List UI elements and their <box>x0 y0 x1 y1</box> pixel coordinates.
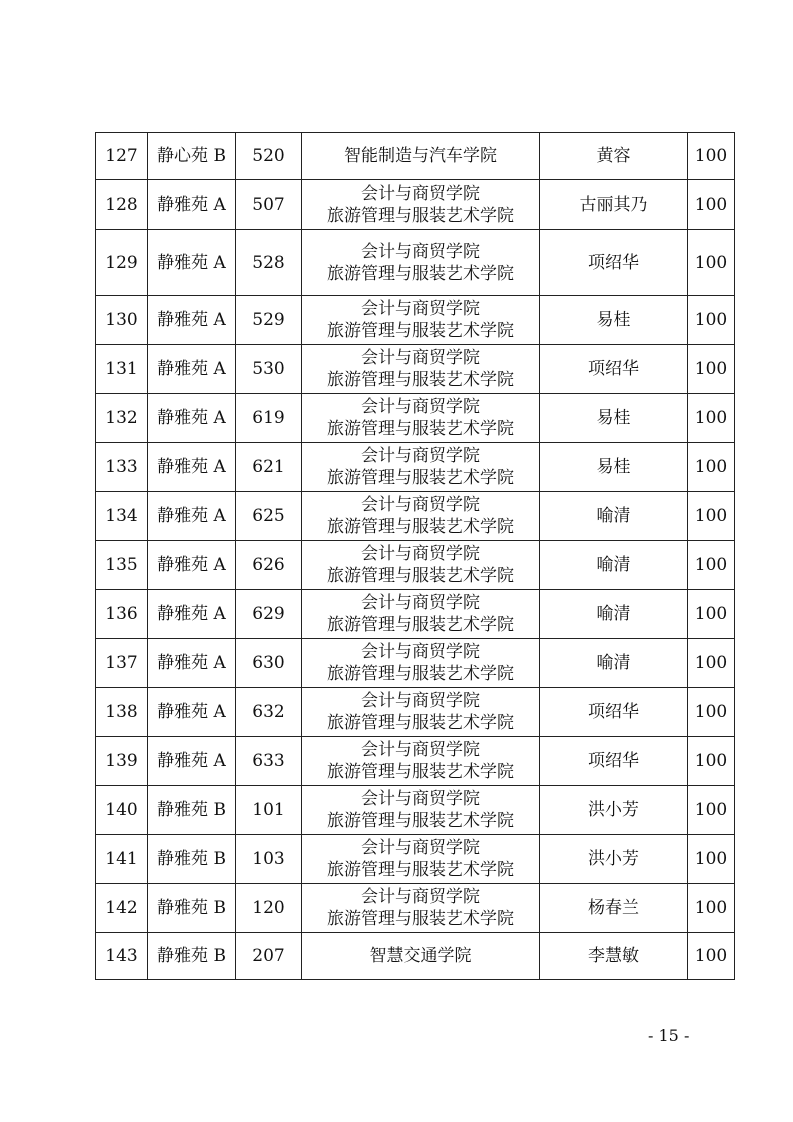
table-row <box>96 541 735 590</box>
college-line: 会计与商贸学院 <box>361 299 480 319</box>
college-line: 旅游管理与服装艺术学院 <box>327 811 514 831</box>
college-cell <box>302 933 540 980</box>
room-cell: 625 <box>236 492 302 541</box>
name-cell: 易桂 <box>540 394 688 443</box>
score-cell: 100 <box>688 296 735 345</box>
college-cell <box>302 786 540 835</box>
college-line: 会计与商贸学院 <box>361 544 480 564</box>
building-cell: 静雅苑 A <box>148 590 236 639</box>
name-cell: 喻清 <box>540 639 688 688</box>
college-line: 旅游管理与服装艺术学院 <box>327 419 514 439</box>
row-number-cell: 132 <box>96 394 148 443</box>
row-number-cell: 137 <box>96 639 148 688</box>
building-cell: 静雅苑 B <box>148 786 236 835</box>
score-cell: 100 <box>688 541 735 590</box>
table-row <box>96 835 735 884</box>
building-cell: 静雅苑 A <box>148 639 236 688</box>
table-row <box>96 786 735 835</box>
name-cell: 古丽其乃 <box>540 180 688 230</box>
college-line: 旅游管理与服装艺术学院 <box>327 517 514 537</box>
score-cell: 100 <box>688 492 735 541</box>
building-cell: 静雅苑 A <box>148 296 236 345</box>
name-cell: 易桂 <box>540 296 688 345</box>
room-cell: 507 <box>236 180 302 230</box>
room-cell: 632 <box>236 688 302 737</box>
college-line: 会计与商贸学院 <box>361 397 480 417</box>
name-cell: 喻清 <box>540 492 688 541</box>
score-cell: 100 <box>688 639 735 688</box>
room-cell: 120 <box>236 884 302 933</box>
name-cell: 项绍华 <box>540 737 688 786</box>
building-cell: 静雅苑 A <box>148 443 236 492</box>
college-cell <box>302 394 540 443</box>
score-cell: 100 <box>688 933 735 980</box>
score-cell: 100 <box>688 688 735 737</box>
room-cell: 633 <box>236 737 302 786</box>
room-cell: 619 <box>236 394 302 443</box>
name-cell: 项绍华 <box>540 230 688 296</box>
row-number-cell: 127 <box>96 133 148 180</box>
name-cell: 洪小芳 <box>540 786 688 835</box>
college-line: 会计与商贸学院 <box>361 241 480 262</box>
building-cell: 静雅苑 A <box>148 737 236 786</box>
college-cell <box>302 180 540 230</box>
table-row <box>96 133 735 180</box>
room-cell: 529 <box>236 296 302 345</box>
college-line: 旅游管理与服装艺术学院 <box>327 566 514 586</box>
college-line: 旅游管理与服装艺术学院 <box>327 664 514 684</box>
row-number-cell: 131 <box>96 345 148 394</box>
college-line: 旅游管理与服装艺术学院 <box>327 205 514 226</box>
college-cell <box>302 590 540 639</box>
table-row <box>96 296 735 345</box>
row-number-cell: 139 <box>96 737 148 786</box>
college-cell <box>302 133 540 180</box>
building-cell: 静雅苑 A <box>148 541 236 590</box>
table-row <box>96 230 735 296</box>
room-cell: 528 <box>236 230 302 296</box>
building-cell: 静雅苑 A <box>148 688 236 737</box>
row-number-cell: 135 <box>96 541 148 590</box>
score-cell: 100 <box>688 786 735 835</box>
table-row <box>96 394 735 443</box>
score-cell: 100 <box>688 394 735 443</box>
college-cell <box>302 639 540 688</box>
page-number: - 15 - <box>648 1026 690 1045</box>
college-cell <box>302 737 540 786</box>
college-cell <box>302 688 540 737</box>
room-cell: 626 <box>236 541 302 590</box>
building-cell: 静雅苑 B <box>148 933 236 980</box>
row-number-cell: 129 <box>96 230 148 296</box>
name-cell: 喻清 <box>540 541 688 590</box>
college-cell <box>302 230 540 296</box>
college-cell <box>302 835 540 884</box>
college-line: 旅游管理与服装艺术学院 <box>327 370 514 390</box>
room-cell: 621 <box>236 443 302 492</box>
college-line: 旅游管理与服装艺术学院 <box>327 321 514 341</box>
building-cell: 静雅苑 B <box>148 884 236 933</box>
room-cell: 101 <box>236 786 302 835</box>
name-cell: 李慧敏 <box>540 933 688 980</box>
row-number-cell: 133 <box>96 443 148 492</box>
room-cell: 630 <box>236 639 302 688</box>
table-row <box>96 180 735 230</box>
college-line: 智能制造与汽车学院 <box>344 146 497 166</box>
building-cell: 静雅苑 A <box>148 394 236 443</box>
name-cell: 喻清 <box>540 590 688 639</box>
college-line: 旅游管理与服装艺术学院 <box>327 615 514 635</box>
score-cell: 100 <box>688 230 735 296</box>
score-cell: 100 <box>688 133 735 180</box>
college-cell <box>302 884 540 933</box>
college-cell <box>302 541 540 590</box>
college-cell <box>302 296 540 345</box>
building-cell: 静心苑 B <box>148 133 236 180</box>
college-line: 会计与商贸学院 <box>361 838 480 858</box>
room-cell: 530 <box>236 345 302 394</box>
room-cell: 629 <box>236 590 302 639</box>
dormitory-score-table <box>95 132 735 980</box>
college-line: 会计与商贸学院 <box>361 789 480 809</box>
building-cell: 静雅苑 B <box>148 835 236 884</box>
score-cell: 100 <box>688 737 735 786</box>
building-cell: 静雅苑 A <box>148 230 236 296</box>
college-line: 会计与商贸学院 <box>361 348 480 368</box>
college-line: 会计与商贸学院 <box>361 691 480 711</box>
college-line: 会计与商贸学院 <box>361 740 480 760</box>
name-cell: 杨春兰 <box>540 884 688 933</box>
row-number-cell: 140 <box>96 786 148 835</box>
name-cell: 洪小芳 <box>540 835 688 884</box>
building-cell: 静雅苑 A <box>148 492 236 541</box>
building-cell: 静雅苑 A <box>148 180 236 230</box>
table-row <box>96 639 735 688</box>
college-line: 智慧交通学院 <box>369 946 472 966</box>
score-cell: 100 <box>688 180 735 230</box>
dormitory-score-table-container <box>95 132 734 980</box>
table-row <box>96 737 735 786</box>
college-line: 旅游管理与服装艺术学院 <box>327 713 514 733</box>
row-number-cell: 141 <box>96 835 148 884</box>
college-line: 旅游管理与服装艺术学院 <box>327 263 514 284</box>
college-line: 旅游管理与服装艺术学院 <box>327 860 514 880</box>
row-number-cell: 134 <box>96 492 148 541</box>
name-cell: 项绍华 <box>540 345 688 394</box>
college-line: 会计与商贸学院 <box>361 642 480 662</box>
college-line: 会计与商贸学院 <box>361 593 480 613</box>
table-row <box>96 492 735 541</box>
college-cell <box>302 443 540 492</box>
row-number-cell: 136 <box>96 590 148 639</box>
table-row <box>96 443 735 492</box>
table-row <box>96 590 735 639</box>
college-line: 会计与商贸学院 <box>361 446 480 466</box>
room-cell: 520 <box>236 133 302 180</box>
table-row <box>96 933 735 980</box>
row-number-cell: 142 <box>96 884 148 933</box>
table-row <box>96 884 735 933</box>
table-body <box>96 133 735 980</box>
row-number-cell: 138 <box>96 688 148 737</box>
table-row <box>96 345 735 394</box>
college-cell <box>302 345 540 394</box>
college-line: 会计与商贸学院 <box>361 887 480 907</box>
row-number-cell: 130 <box>96 296 148 345</box>
score-cell: 100 <box>688 884 735 933</box>
score-cell: 100 <box>688 345 735 394</box>
college-line: 旅游管理与服装艺术学院 <box>327 762 514 782</box>
score-cell: 100 <box>688 443 735 492</box>
college-line: 旅游管理与服装艺术学院 <box>327 909 514 929</box>
building-cell: 静雅苑 A <box>148 345 236 394</box>
name-cell: 项绍华 <box>540 688 688 737</box>
score-cell: 100 <box>688 590 735 639</box>
college-line: 会计与商贸学院 <box>361 183 480 204</box>
room-cell: 103 <box>236 835 302 884</box>
table-row <box>96 688 735 737</box>
row-number-cell: 143 <box>96 933 148 980</box>
name-cell: 黄容 <box>540 133 688 180</box>
row-number-cell: 128 <box>96 180 148 230</box>
room-cell: 207 <box>236 933 302 980</box>
college-cell <box>302 492 540 541</box>
college-line: 旅游管理与服装艺术学院 <box>327 468 514 488</box>
score-cell: 100 <box>688 835 735 884</box>
name-cell: 易桂 <box>540 443 688 492</box>
college-line: 会计与商贸学院 <box>361 495 480 515</box>
